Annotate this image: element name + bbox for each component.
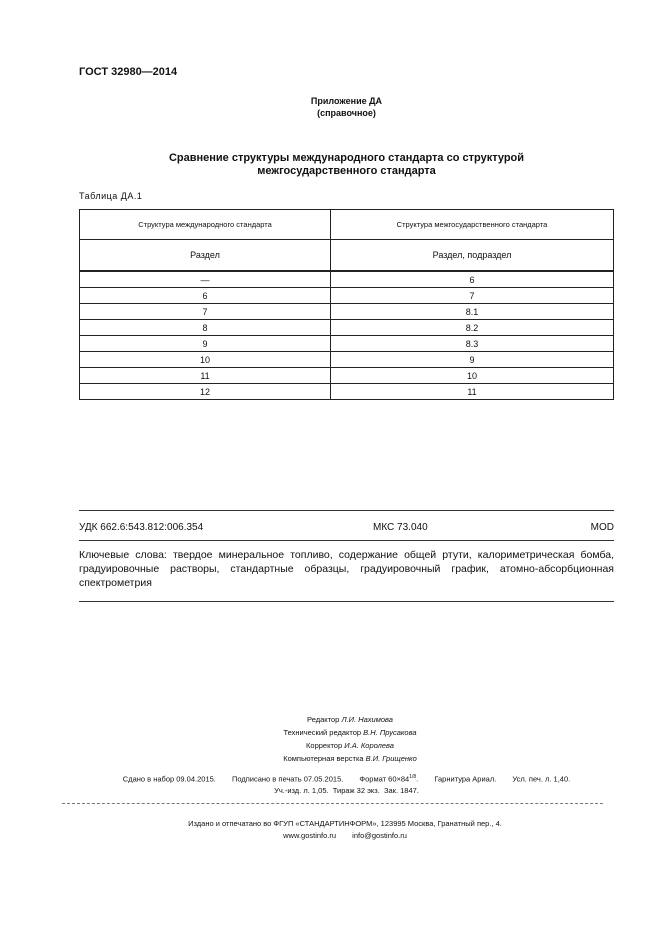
table-row xyxy=(80,320,614,336)
table-cell: 6 xyxy=(80,288,331,304)
website-link[interactable]: www.gostinfo.ru xyxy=(283,831,337,840)
table-row xyxy=(80,352,614,368)
udk-code: УДК 662.6:543.812:006.354 xyxy=(79,522,204,533)
table-label: Таблица ДА.1 xyxy=(79,191,143,201)
table-cell: 11 xyxy=(80,368,331,384)
table-row xyxy=(80,288,614,304)
appendix-subtitle: (справочное) xyxy=(317,108,376,118)
table-row xyxy=(80,384,614,400)
comparison-title-line2: межгосударственного стандарта xyxy=(257,165,436,177)
paper-format-fraction: 1/8 xyxy=(409,774,417,780)
comparison-title xyxy=(0,152,661,178)
credit-corrector xyxy=(0,739,661,752)
mod-label: MOD xyxy=(590,522,614,533)
font-info: Гарнитура Ариал. xyxy=(434,774,497,784)
order-number: Зак. 1847. xyxy=(383,785,419,795)
document-code: ГОСТ 32980—2014 xyxy=(79,66,178,78)
header-interstate-structure: Структура межгосударственного стандарта xyxy=(331,210,614,240)
credit-label: Компьютерная верстка xyxy=(283,754,364,763)
divider-bottom xyxy=(79,601,614,602)
table-subheader-row xyxy=(80,240,614,272)
credit-name: В.И. Грищенко xyxy=(365,754,417,763)
credits-block xyxy=(0,713,661,765)
credit-editor xyxy=(0,713,661,726)
credit-label: Редактор xyxy=(307,715,340,724)
divider-middle xyxy=(79,540,614,541)
mks-code: МКС 73.040 xyxy=(373,522,428,533)
credit-label: Технический редактор xyxy=(283,728,362,737)
submitted-date: Сдано в набор 09.04.2015. xyxy=(122,774,216,784)
table-header-row xyxy=(80,210,614,240)
credit-label: Корректор xyxy=(306,741,343,750)
subheader-section: Раздел xyxy=(80,240,331,272)
credit-name: В.Н. Прусакова xyxy=(363,728,417,737)
credit-tech-editor xyxy=(0,726,661,739)
table-cell: 8.2 xyxy=(331,320,614,336)
printing-info xyxy=(79,772,614,796)
email-link[interactable]: info@gostinfo.ru xyxy=(352,831,407,840)
table-cell: — xyxy=(80,271,331,288)
table-cell: 7 xyxy=(331,288,614,304)
divider-top xyxy=(79,510,614,511)
table-cell: 10 xyxy=(80,352,331,368)
keywords: Ключевые слова: твердое минеральное топливо, содержание общей ртути, калориметрическая бомба, градуировочные растворы, стандартные образцы, градуировочный график, атомно-абсорбционная спектрометрия xyxy=(79,549,614,589)
signed-date: Подписано в печать 07.05.2015. xyxy=(231,774,344,784)
dashed-divider xyxy=(62,803,603,804)
paper-format: Формат 60×84 xyxy=(359,774,410,784)
table-row xyxy=(80,304,614,320)
table-cell: 6 xyxy=(331,271,614,288)
table-row xyxy=(80,271,614,288)
appendix-heading xyxy=(0,95,661,119)
table-cell: 10 xyxy=(331,368,614,384)
table-row xyxy=(80,368,614,384)
table-cell: 8.1 xyxy=(331,304,614,320)
printing-line-1: Сдано в набор 09.04.2015. Подписано в печать 07.05.2015. Формат $60\times 84^{1/8}$. Гарнитура Ариал. Усл. печ. л. 1,40. xyxy=(122,774,571,784)
credit-name: Л.И. Нахимова xyxy=(341,715,393,724)
table-cell: 9 xyxy=(331,352,614,368)
print-sheets: Усл. печ. л. 1,40. xyxy=(512,774,571,784)
subheader-section-subsection: Раздел, подраздел xyxy=(331,240,614,272)
header-international-structure: Структура международного стандарта xyxy=(80,210,331,240)
comparison-title-line1: Сравнение структуры международного стандарта со структурой xyxy=(168,152,525,164)
structure-comparison-table xyxy=(79,209,614,400)
table-cell: 8 xyxy=(80,320,331,336)
table-cell: 11 xyxy=(331,384,614,400)
table-cell: 7 xyxy=(80,304,331,320)
publisher-contacts xyxy=(0,830,661,842)
table-cell: 12 xyxy=(80,384,331,400)
edition-sheets: Уч.-изд. л. 1,05. xyxy=(274,785,329,795)
table-cell: 9 xyxy=(80,336,331,352)
credit-layout xyxy=(0,752,661,765)
printing-line-2 xyxy=(79,785,614,796)
table-row xyxy=(80,336,614,352)
print-run: Тираж 32 экз. xyxy=(332,785,380,795)
publisher-line: Издано и отпечатано во ФГУП «СТАНДАРТИНФОРМ», 123995 Москва, Гранатный пер., 4. xyxy=(188,819,502,828)
publisher-block xyxy=(0,818,661,842)
credit-name: И.А. Королева xyxy=(344,741,394,750)
table-cell: 8.3 xyxy=(331,336,614,352)
appendix-title: Приложение ДА xyxy=(310,96,383,106)
